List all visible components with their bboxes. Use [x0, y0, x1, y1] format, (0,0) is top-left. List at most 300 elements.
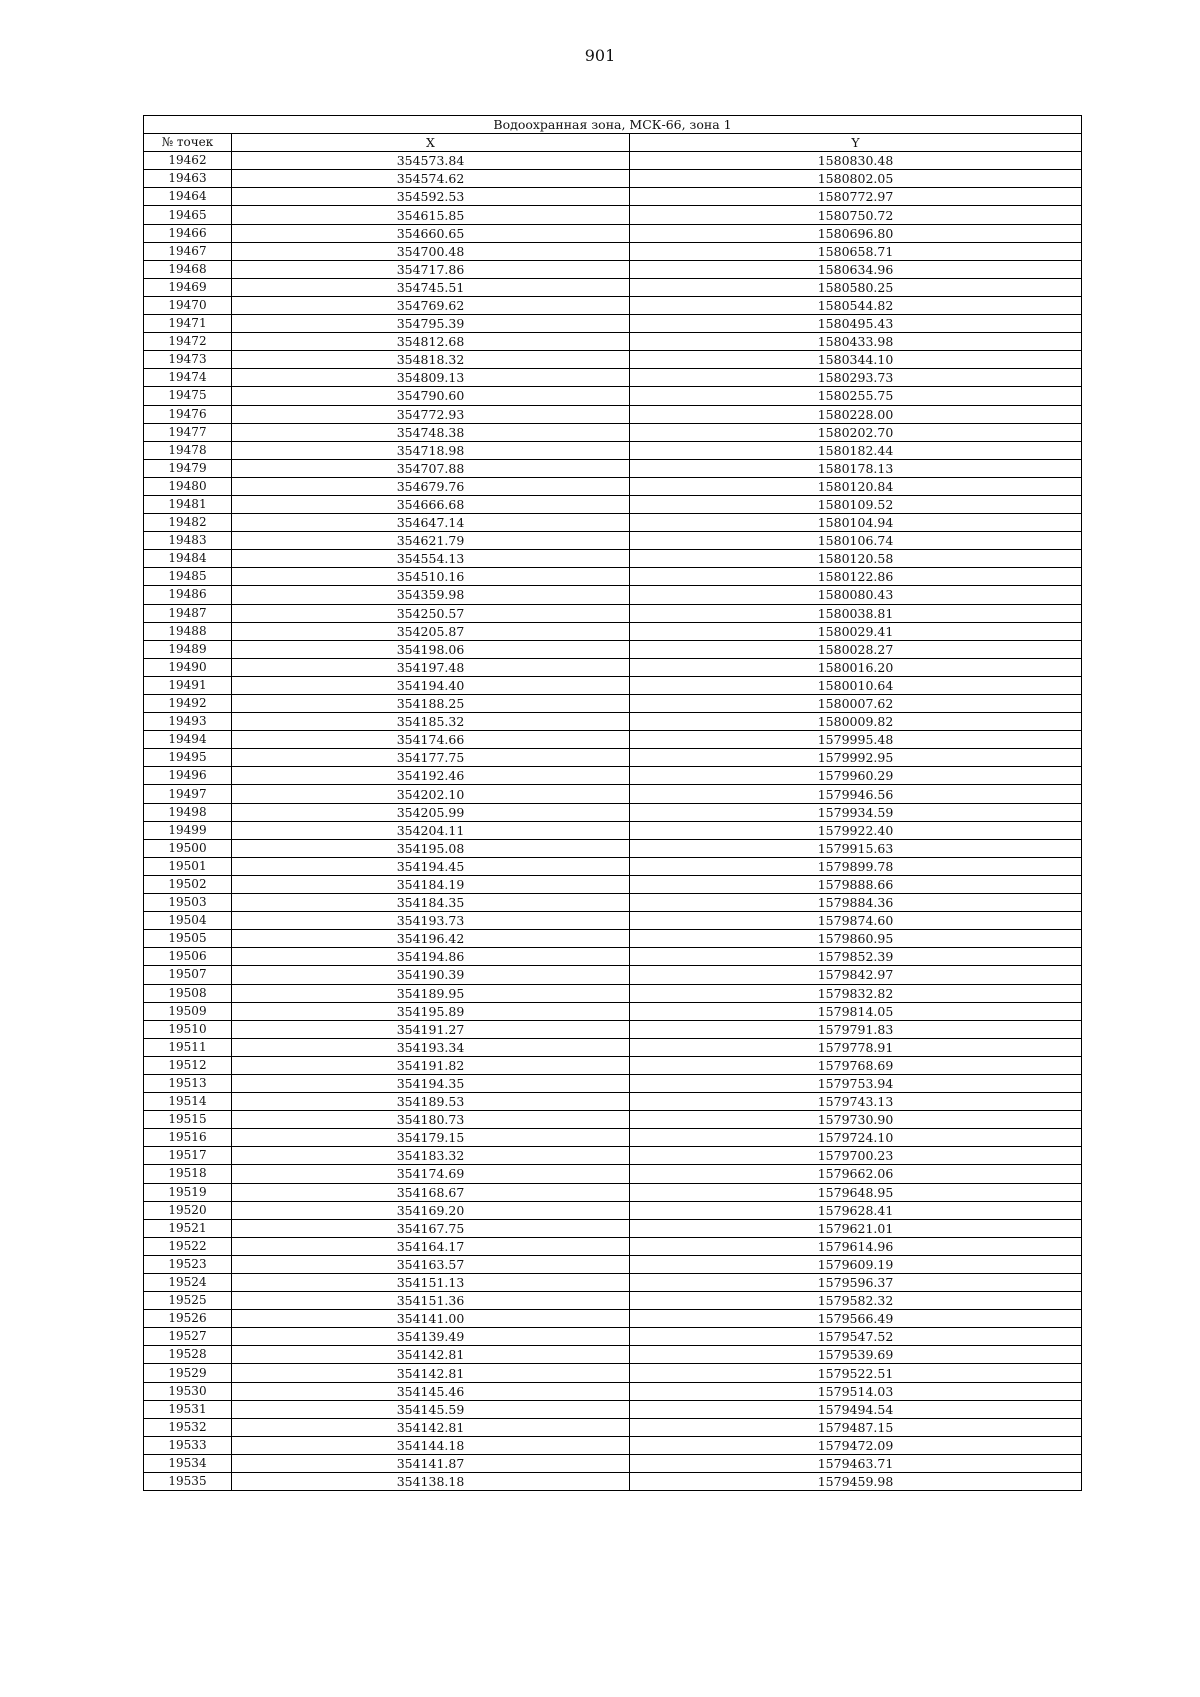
cell-y: 1579960.29: [630, 767, 1082, 785]
cell-y: 1580634.96: [630, 260, 1082, 278]
cell-x: 354189.53: [232, 1093, 630, 1111]
cell-x: 354769.62: [232, 296, 630, 314]
table-row: [144, 604, 1082, 622]
cell-point-number: 19535: [144, 1473, 232, 1491]
table-row: [144, 1418, 1082, 1436]
cell-x: 354647.14: [232, 514, 630, 532]
table-row: [144, 676, 1082, 694]
cell-y: 1580255.75: [630, 387, 1082, 405]
table-body: [144, 152, 1082, 1491]
cell-point-number: 19477: [144, 423, 232, 441]
cell-point-number: 19530: [144, 1382, 232, 1400]
table-row: [144, 532, 1082, 550]
cell-point-number: 19513: [144, 1074, 232, 1092]
table-row: [144, 188, 1082, 206]
cell-x: 354141.87: [232, 1454, 630, 1472]
cell-point-number: 19502: [144, 875, 232, 893]
table-row: [144, 749, 1082, 767]
cell-y: 1579778.91: [630, 1038, 1082, 1056]
cell-y: 1579743.13: [630, 1093, 1082, 1111]
cell-y: 1580580.25: [630, 278, 1082, 296]
table-row: [144, 713, 1082, 731]
cell-y: 1579730.90: [630, 1111, 1082, 1129]
table-row: [144, 1310, 1082, 1328]
cell-y: 1579621.01: [630, 1219, 1082, 1237]
cell-y: 1579700.23: [630, 1147, 1082, 1165]
cell-y: 1579596.37: [630, 1274, 1082, 1292]
cell-x: 354510.16: [232, 568, 630, 586]
cell-y: 1579487.15: [630, 1418, 1082, 1436]
cell-x: 354194.86: [232, 948, 630, 966]
cell-point-number: 19510: [144, 1020, 232, 1038]
cell-point-number: 19497: [144, 785, 232, 803]
table-row: [144, 821, 1082, 839]
table-row: [144, 1111, 1082, 1129]
cell-x: 354189.95: [232, 984, 630, 1002]
table-row: [144, 966, 1082, 984]
table-row: [144, 785, 1082, 803]
cell-x: 354141.00: [232, 1310, 630, 1328]
cell-x: 354196.42: [232, 930, 630, 948]
cell-y: 1580007.62: [630, 695, 1082, 713]
cell-point-number: 19479: [144, 459, 232, 477]
cell-x: 354195.08: [232, 839, 630, 857]
cell-y: 1579539.69: [630, 1346, 1082, 1364]
cell-x: 354138.18: [232, 1473, 630, 1491]
table-row: [144, 333, 1082, 351]
table-row: [144, 1056, 1082, 1074]
cell-point-number: 19478: [144, 441, 232, 459]
table-row: [144, 1292, 1082, 1310]
cell-y: 1579814.05: [630, 1002, 1082, 1020]
cell-x: 354198.06: [232, 640, 630, 658]
table-row: [144, 912, 1082, 930]
cell-y: 1579463.71: [630, 1454, 1082, 1472]
cell-y: 1579724.10: [630, 1129, 1082, 1147]
cell-x: 354184.19: [232, 875, 630, 893]
cell-x: 354790.60: [232, 387, 630, 405]
header-y: Y: [630, 134, 1082, 152]
table-row: [144, 369, 1082, 387]
cell-y: 1579922.40: [630, 821, 1082, 839]
table-row: [144, 152, 1082, 170]
cell-y: 1580202.70: [630, 423, 1082, 441]
cell-point-number: 19529: [144, 1364, 232, 1382]
cell-point-number: 19495: [144, 749, 232, 767]
cell-point-number: 19488: [144, 622, 232, 640]
cell-x: 354190.39: [232, 966, 630, 984]
cell-y: 1579662.06: [630, 1165, 1082, 1183]
cell-y: 1579995.48: [630, 731, 1082, 749]
cell-point-number: 19475: [144, 387, 232, 405]
cell-y: 1579614.96: [630, 1237, 1082, 1255]
cell-point-number: 19519: [144, 1183, 232, 1201]
cell-y: 1580182.44: [630, 441, 1082, 459]
table-row: [144, 1038, 1082, 1056]
cell-point-number: 19514: [144, 1093, 232, 1111]
table-row: [144, 1129, 1082, 1147]
cell-point-number: 19534: [144, 1454, 232, 1472]
cell-point-number: 19507: [144, 966, 232, 984]
table-row: [144, 875, 1082, 893]
cell-point-number: 19464: [144, 188, 232, 206]
cell-x: 354592.53: [232, 188, 630, 206]
cell-x: 354205.87: [232, 622, 630, 640]
cell-x: 354700.48: [232, 242, 630, 260]
cell-point-number: 19487: [144, 604, 232, 622]
table-row: [144, 1020, 1082, 1038]
cell-x: 354177.75: [232, 749, 630, 767]
cell-x: 354169.20: [232, 1201, 630, 1219]
table-row: [144, 1364, 1082, 1382]
cell-y: 1580772.97: [630, 188, 1082, 206]
cell-x: 354194.45: [232, 857, 630, 875]
cell-y: 1580120.84: [630, 477, 1082, 495]
cell-y: 1579472.09: [630, 1436, 1082, 1454]
cell-x: 354179.15: [232, 1129, 630, 1147]
cell-x: 354185.32: [232, 713, 630, 731]
cell-x: 354183.32: [232, 1147, 630, 1165]
table-row: [144, 568, 1082, 586]
table-row: [144, 640, 1082, 658]
cell-point-number: 19485: [144, 568, 232, 586]
cell-y: 1579609.19: [630, 1255, 1082, 1273]
cell-y: 1579753.94: [630, 1074, 1082, 1092]
cell-x: 354184.35: [232, 894, 630, 912]
table-row: [144, 1165, 1082, 1183]
table-row: [144, 170, 1082, 188]
table-row: [144, 441, 1082, 459]
cell-x: 354718.98: [232, 441, 630, 459]
cell-x: 354621.79: [232, 532, 630, 550]
cell-x: 354163.57: [232, 1255, 630, 1273]
cell-x: 354666.68: [232, 495, 630, 513]
table-row: [144, 1002, 1082, 1020]
table-row: [144, 622, 1082, 640]
cell-point-number: 19521: [144, 1219, 232, 1237]
table-row: [144, 260, 1082, 278]
cell-x: 354359.98: [232, 586, 630, 604]
cell-x: 354194.35: [232, 1074, 630, 1092]
cell-point-number: 19506: [144, 948, 232, 966]
cell-y: 1580009.82: [630, 713, 1082, 731]
table-row: [144, 1093, 1082, 1111]
cell-point-number: 19533: [144, 1436, 232, 1454]
cell-y: 1579899.78: [630, 857, 1082, 875]
cell-point-number: 19486: [144, 586, 232, 604]
cell-point-number: 19481: [144, 495, 232, 513]
cell-point-number: 19499: [144, 821, 232, 839]
cell-point-number: 19522: [144, 1237, 232, 1255]
cell-y: 1579852.39: [630, 948, 1082, 966]
table-row: [144, 423, 1082, 441]
cell-x: 354202.10: [232, 785, 630, 803]
cell-y: 1580178.13: [630, 459, 1082, 477]
table-row: [144, 930, 1082, 948]
cell-y: 1580080.43: [630, 586, 1082, 604]
cell-x: 354167.75: [232, 1219, 630, 1237]
coordinates-table: [143, 115, 1082, 1491]
cell-x: 354818.32: [232, 351, 630, 369]
table-row: [144, 405, 1082, 423]
table-row: [144, 387, 1082, 405]
cell-point-number: 19483: [144, 532, 232, 550]
table-row: [144, 278, 1082, 296]
cell-point-number: 19465: [144, 206, 232, 224]
cell-x: 354188.25: [232, 695, 630, 713]
cell-point-number: 19484: [144, 550, 232, 568]
cell-x: 354168.67: [232, 1183, 630, 1201]
table-row: [144, 658, 1082, 676]
cell-x: 354193.73: [232, 912, 630, 930]
cell-x: 354717.86: [232, 260, 630, 278]
table-row: [144, 1219, 1082, 1237]
cell-y: 1579566.49: [630, 1310, 1082, 1328]
cell-point-number: 19498: [144, 803, 232, 821]
cell-y: 1580016.20: [630, 658, 1082, 676]
cell-x: 354745.51: [232, 278, 630, 296]
cell-y: 1579514.03: [630, 1382, 1082, 1400]
cell-point-number: 19489: [144, 640, 232, 658]
cell-x: 354193.34: [232, 1038, 630, 1056]
cell-point-number: 19509: [144, 1002, 232, 1020]
table-row: [144, 586, 1082, 604]
cell-y: 1580106.74: [630, 532, 1082, 550]
table-row: [144, 1473, 1082, 1491]
table-row: [144, 459, 1082, 477]
cell-y: 1580010.64: [630, 676, 1082, 694]
table-row: [144, 242, 1082, 260]
cell-point-number: 19516: [144, 1129, 232, 1147]
table-row: [144, 477, 1082, 495]
cell-y: 1580802.05: [630, 170, 1082, 188]
cell-y: 1579582.32: [630, 1292, 1082, 1310]
table-row: [144, 1382, 1082, 1400]
cell-point-number: 19473: [144, 351, 232, 369]
cell-point-number: 19491: [144, 676, 232, 694]
table-row: [144, 767, 1082, 785]
table-row: [144, 1147, 1082, 1165]
cell-point-number: 19505: [144, 930, 232, 948]
header-point-number: № точек: [144, 134, 232, 152]
cell-y: 1579768.69: [630, 1056, 1082, 1074]
cell-y: 1579884.36: [630, 894, 1082, 912]
table-row: [144, 1237, 1082, 1255]
cell-x: 354151.36: [232, 1292, 630, 1310]
cell-point-number: 19468: [144, 260, 232, 278]
cell-x: 354139.49: [232, 1328, 630, 1346]
cell-point-number: 19496: [144, 767, 232, 785]
cell-y: 1579459.98: [630, 1473, 1082, 1491]
cell-x: 354142.81: [232, 1364, 630, 1382]
cell-x: 354707.88: [232, 459, 630, 477]
cell-point-number: 19518: [144, 1165, 232, 1183]
cell-x: 354145.59: [232, 1400, 630, 1418]
cell-point-number: 19469: [144, 278, 232, 296]
table-row: [144, 803, 1082, 821]
cell-y: 1579946.56: [630, 785, 1082, 803]
cell-y: 1580104.94: [630, 514, 1082, 532]
cell-x: 354812.68: [232, 333, 630, 351]
cell-y: 1579791.83: [630, 1020, 1082, 1038]
table-row: [144, 296, 1082, 314]
cell-x: 354772.93: [232, 405, 630, 423]
table-row: [144, 984, 1082, 1002]
table-row: [144, 224, 1082, 242]
cell-y: 1580029.41: [630, 622, 1082, 640]
cell-x: 354174.66: [232, 731, 630, 749]
table-row: [144, 550, 1082, 568]
cell-x: 354204.11: [232, 821, 630, 839]
cell-x: 354195.89: [232, 1002, 630, 1020]
table-row: [144, 1400, 1082, 1418]
cell-x: 354194.40: [232, 676, 630, 694]
cell-y: 1579832.82: [630, 984, 1082, 1002]
cell-y: 1579522.51: [630, 1364, 1082, 1382]
table-row: [144, 351, 1082, 369]
table-row: [144, 894, 1082, 912]
cell-y: 1580293.73: [630, 369, 1082, 387]
cell-y: 1580495.43: [630, 315, 1082, 333]
cell-y: 1580122.86: [630, 568, 1082, 586]
cell-point-number: 19462: [144, 152, 232, 170]
cell-y: 1580120.58: [630, 550, 1082, 568]
page-number: 901: [584, 46, 616, 65]
table-row: [144, 1454, 1082, 1472]
cell-x: 354679.76: [232, 477, 630, 495]
cell-point-number: 19504: [144, 912, 232, 930]
cell-point-number: 19467: [144, 242, 232, 260]
cell-x: 354573.84: [232, 152, 630, 170]
cell-point-number: 19508: [144, 984, 232, 1002]
cell-y: 1579915.63: [630, 839, 1082, 857]
table-row: [144, 857, 1082, 875]
table-row: [144, 1274, 1082, 1292]
table-row: [144, 695, 1082, 713]
cell-x: 354191.27: [232, 1020, 630, 1038]
table-row: [144, 1183, 1082, 1201]
cell-y: 1580544.82: [630, 296, 1082, 314]
cell-x: 354151.13: [232, 1274, 630, 1292]
cell-y: 1580433.98: [630, 333, 1082, 351]
cell-point-number: 19472: [144, 333, 232, 351]
cell-x: 354144.18: [232, 1436, 630, 1454]
cell-y: 1579874.60: [630, 912, 1082, 930]
cell-x: 354574.62: [232, 170, 630, 188]
cell-x: 354142.81: [232, 1346, 630, 1364]
cell-x: 354197.48: [232, 658, 630, 676]
cell-point-number: 19492: [144, 695, 232, 713]
cell-point-number: 19531: [144, 1400, 232, 1418]
cell-x: 354145.46: [232, 1382, 630, 1400]
table-row: [144, 1074, 1082, 1092]
cell-x: 354795.39: [232, 315, 630, 333]
cell-x: 354748.38: [232, 423, 630, 441]
cell-point-number: 19524: [144, 1274, 232, 1292]
cell-point-number: 19474: [144, 369, 232, 387]
table-row: [144, 839, 1082, 857]
cell-y: 1580658.71: [630, 242, 1082, 260]
cell-x: 354660.65: [232, 224, 630, 242]
cell-point-number: 19471: [144, 315, 232, 333]
cell-point-number: 19511: [144, 1038, 232, 1056]
cell-y: 1580344.10: [630, 351, 1082, 369]
cell-point-number: 19500: [144, 839, 232, 857]
cell-y: 1580228.00: [630, 405, 1082, 423]
cell-y: 1580109.52: [630, 495, 1082, 513]
cell-point-number: 19493: [144, 713, 232, 731]
cell-y: 1580696.80: [630, 224, 1082, 242]
table-row: [144, 1201, 1082, 1219]
cell-point-number: 19480: [144, 477, 232, 495]
cell-point-number: 19525: [144, 1292, 232, 1310]
table-row: [144, 948, 1082, 966]
cell-x: 354205.99: [232, 803, 630, 821]
table-row: [144, 731, 1082, 749]
table-row: [144, 1255, 1082, 1273]
cell-y: 1579934.59: [630, 803, 1082, 821]
cell-y: 1579888.66: [630, 875, 1082, 893]
header-x: X: [232, 134, 630, 152]
cell-point-number: 19503: [144, 894, 232, 912]
cell-y: 1579494.54: [630, 1400, 1082, 1418]
cell-point-number: 19515: [144, 1111, 232, 1129]
table-caption: Водоохранная зона, МСК-66, зона 1: [144, 116, 1082, 134]
cell-y: 1579860.95: [630, 930, 1082, 948]
cell-point-number: 19494: [144, 731, 232, 749]
cell-y: 1580028.27: [630, 640, 1082, 658]
cell-y: 1579628.41: [630, 1201, 1082, 1219]
cell-point-number: 19528: [144, 1346, 232, 1364]
cell-y: 1579992.95: [630, 749, 1082, 767]
cell-y: 1579648.95: [630, 1183, 1082, 1201]
cell-point-number: 19527: [144, 1328, 232, 1346]
table-row: [144, 514, 1082, 532]
cell-x: 354192.46: [232, 767, 630, 785]
cell-point-number: 19490: [144, 658, 232, 676]
cell-point-number: 19523: [144, 1255, 232, 1273]
cell-y: 1579842.97: [630, 966, 1082, 984]
cell-point-number: 19463: [144, 170, 232, 188]
cell-y: 1579547.52: [630, 1328, 1082, 1346]
cell-point-number: 19501: [144, 857, 232, 875]
cell-point-number: 19476: [144, 405, 232, 423]
cell-point-number: 19520: [144, 1201, 232, 1219]
cell-x: 354174.69: [232, 1165, 630, 1183]
table-row: [144, 495, 1082, 513]
cell-x: 354180.73: [232, 1111, 630, 1129]
cell-point-number: 19482: [144, 514, 232, 532]
cell-point-number: 19512: [144, 1056, 232, 1074]
cell-y: 1580750.72: [630, 206, 1082, 224]
cell-x: 354250.57: [232, 604, 630, 622]
cell-point-number: 19470: [144, 296, 232, 314]
cell-x: 354554.13: [232, 550, 630, 568]
table-row: [144, 1328, 1082, 1346]
cell-point-number: 19466: [144, 224, 232, 242]
cell-x: 354809.13: [232, 369, 630, 387]
cell-x: 354615.85: [232, 206, 630, 224]
cell-y: 1580038.81: [630, 604, 1082, 622]
cell-x: 354142.81: [232, 1418, 630, 1436]
cell-x: 354191.82: [232, 1056, 630, 1074]
table-row: [144, 1436, 1082, 1454]
cell-x: 354164.17: [232, 1237, 630, 1255]
table-row: [144, 1346, 1082, 1364]
cell-y: 1580830.48: [630, 152, 1082, 170]
table-row: [144, 206, 1082, 224]
table-row: [144, 315, 1082, 333]
